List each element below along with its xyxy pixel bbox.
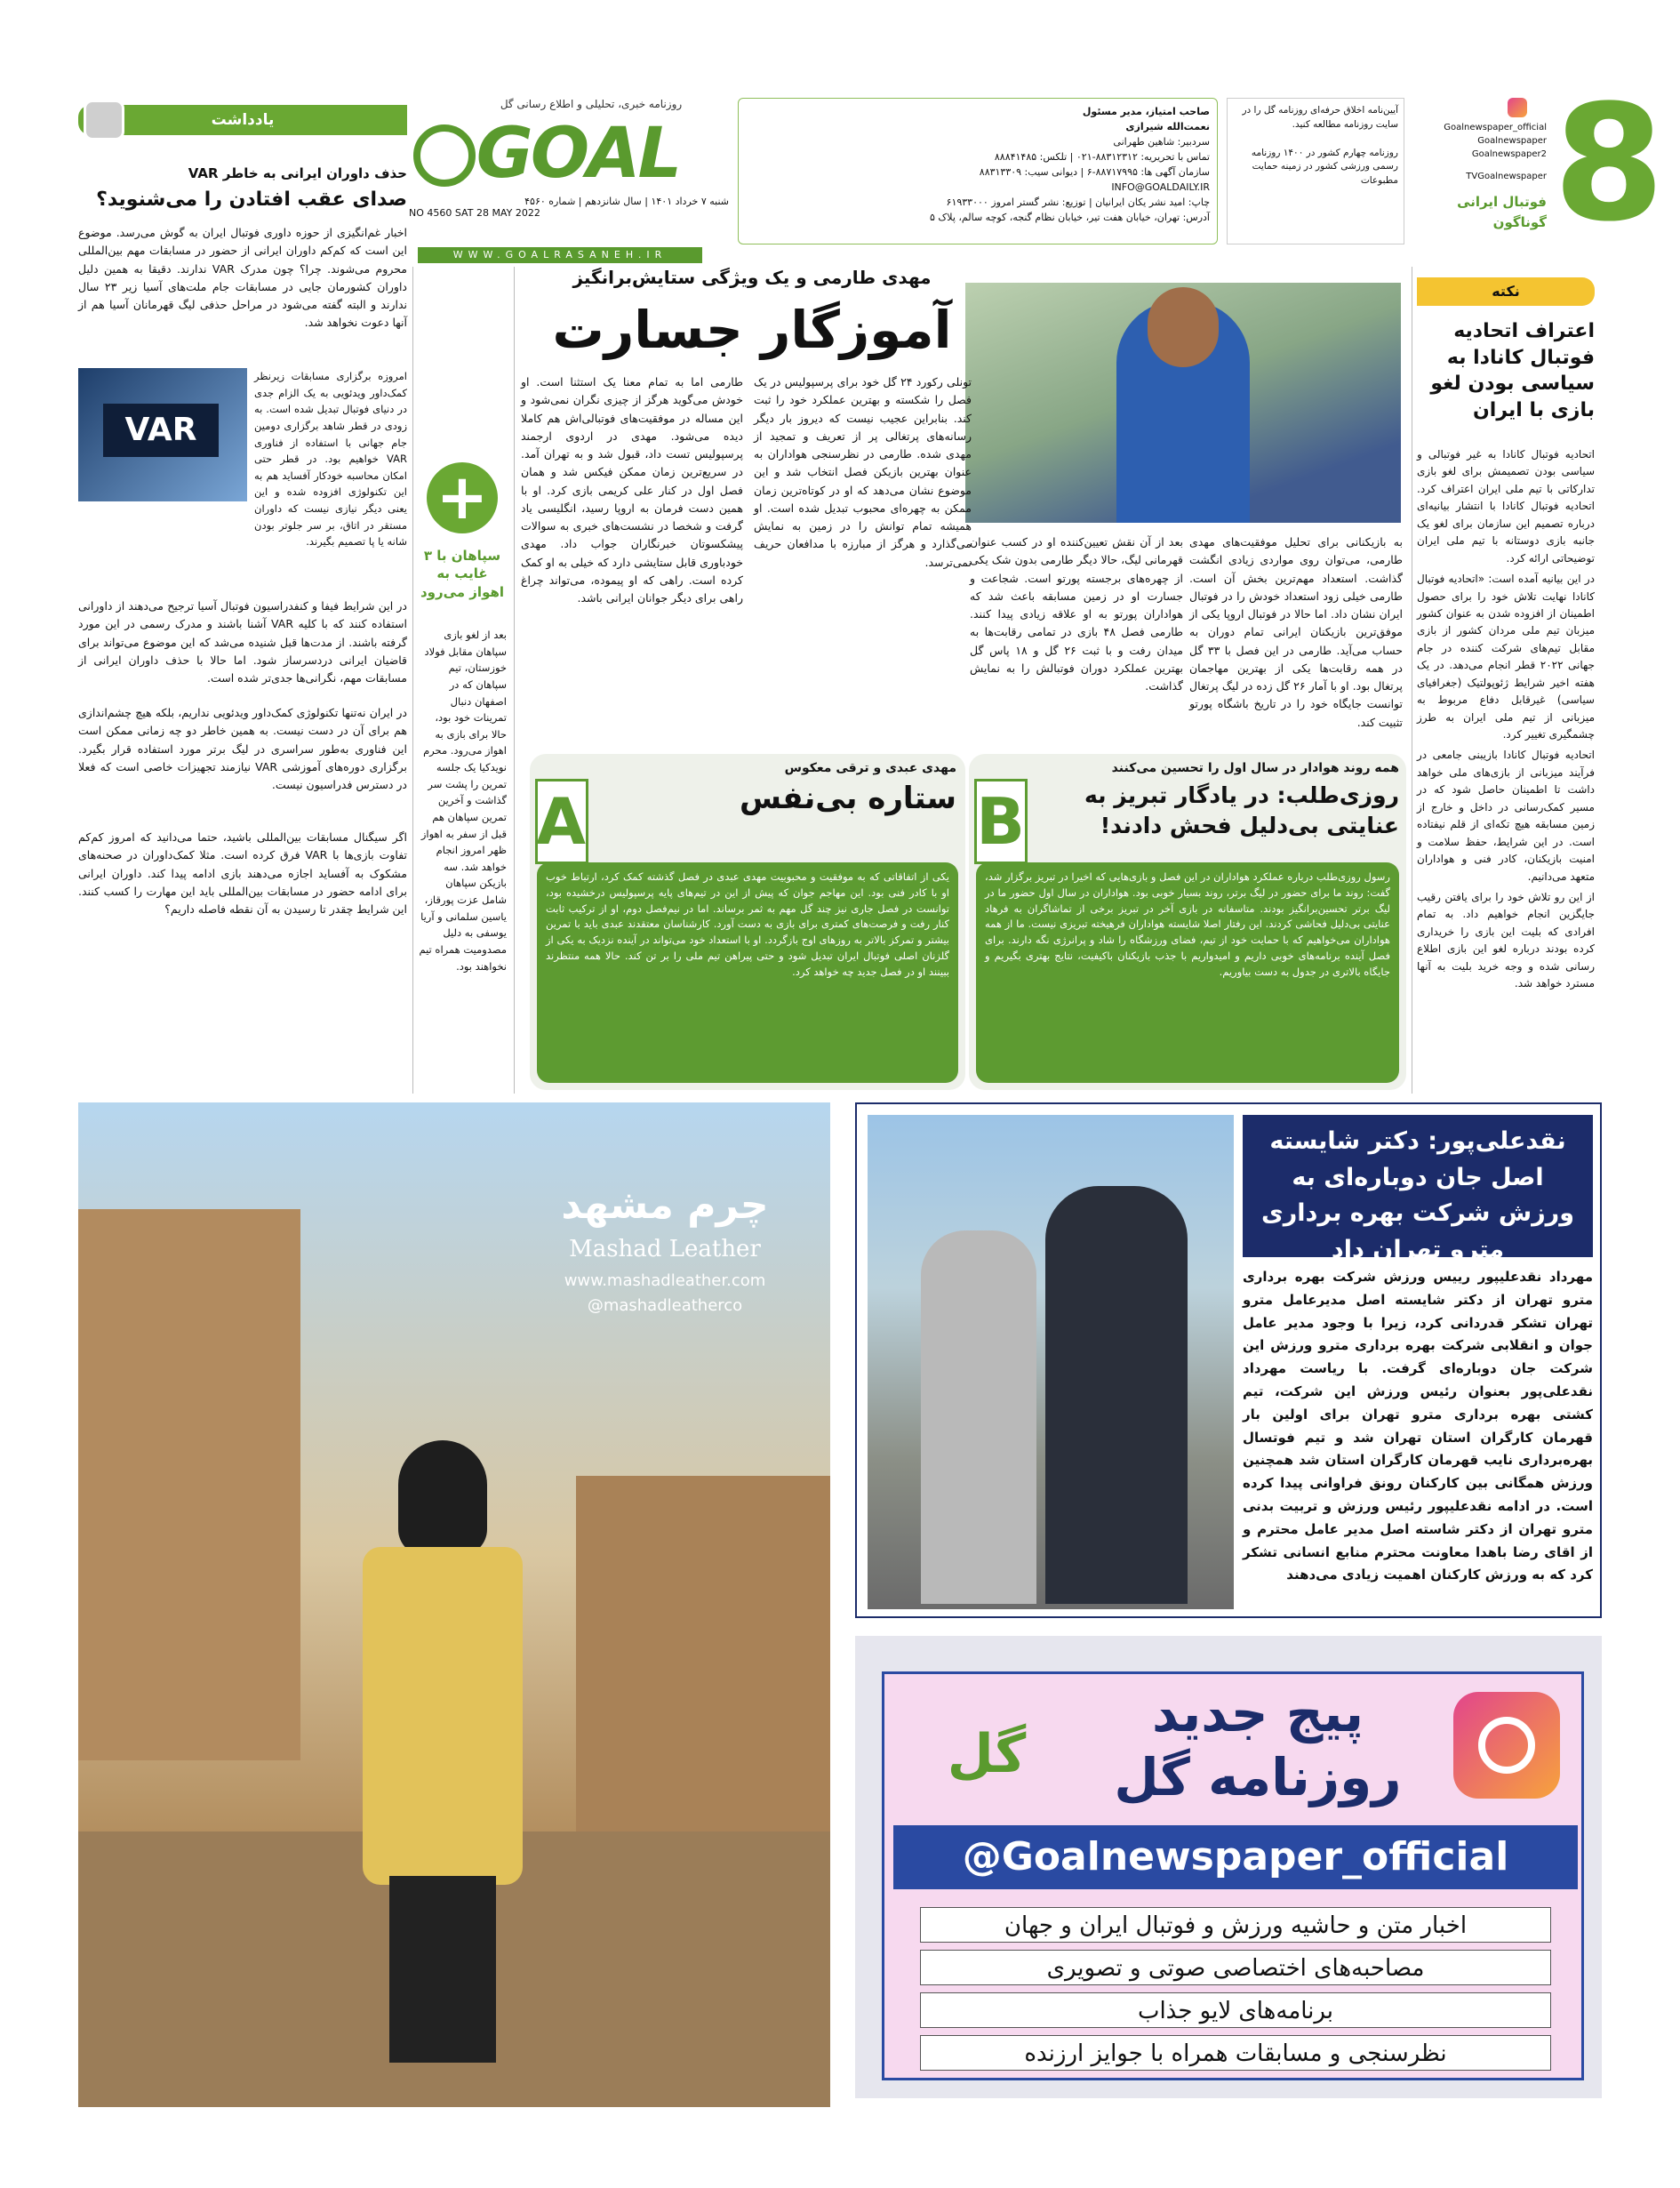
social-box [1413, 98, 1547, 244]
story-a [530, 754, 965, 1090]
leather-url[interactable]: www.mashadleather.com [564, 1271, 766, 1290]
leather-insta[interactable]: @mashadleatherco [587, 1296, 743, 1315]
phones: تماس با تحریریه: ۸۸۳۱۲۳۱۲-۰۲۱ | تلکس: ۸۸۸۴۱۴۸۵ [994, 151, 1210, 164]
notice-box [1227, 98, 1404, 244]
story-b-title: روزی‌طلب: در یادگار تبریز به عنایتی بی‌دلیل فحش دادند! [1084, 782, 1399, 838]
divider [514, 267, 515, 1094]
note-p2: در این بیانیه آمده است: «اتحادیه فوتبال کانادا نهایت تلاش خود را برای حصول اطمینان از افزوده شدن به عنوان کشور میزبان تیم ملی مردان کشور از بازی مقابل تیم‌های شرکت کننده در جام جهانی ۲۰۲۲ قطر انجام می‌دهد. در یک هفته اخیر شرایط ژئوپولتیک (جغرافیای سیاسی) غیرقابل دفاع مربوط به میزبانی از تیم ملی ایران به طرز چشمگیری تغییر کرد. [1417, 573, 1595, 741]
main-kicker: مهدی طارمی و یک ویژگی ستایش‌برانگیز [572, 267, 932, 288]
instagram-logo-icon [1453, 1692, 1560, 1799]
building-right [576, 1476, 830, 1831]
main-body-2: بعد از آن نقش تعیین‌کننده او در کسب عنوان قهرمانی لیگ، حالا دیگر طارمی بدون شک یکی از چهره‌های برجسته پورتو است. شجاعت و جسارت او در زمین مسابقه باعث شد که هواداران پورتو به او علاقه زیادی پیدا کنند. طارمی فصل ۴۸ بازی در تمامی رقابت‌ها به میدان رفت و با ثبت ۲۶ گل و ۱۸ پاس گل بهترین عملکرد دوران فوتبالش را به نمایش گذاشت. [970, 535, 1184, 693]
instagram-icon[interactable] [1508, 98, 1527, 117]
story-a-title: ستاره بی‌نفس [739, 781, 956, 816]
section-label: فوتبال ایرانی [1457, 194, 1547, 210]
insta-panel [882, 1671, 1584, 2080]
var-photo [78, 368, 247, 501]
email-link[interactable]: INFO@GOALDAILY.IR [1111, 181, 1210, 194]
column-p5: اگر سیگنال مسابقات بین‌المللی باشید، حتما می‌دانید که امروز کم‌کم تفاوت بازی‌ها با VAR فرق کرده است. مثلا کمک‌داوران در صحنه‌های مشکوک به آفساید اجازه می‌دهند بازی ادامه پیدا کند. داوران ایرانی برای ادامه حضور در مسابقات بین‌المللی باید این مهارت را کسب کنند. این شرایط چقدر تا رسیدن به آن نقطه فاصله داریم؟ [78, 830, 407, 916]
story-a-body: یکی از اتفاقاتی که به موفقیت و محبوبیت مهدی عبدی در فصل گذشته کمک کرد، ارتباط خوب او با کادر فنی بود. این مهاجم جوان که پیش از این در تیم‌های پایه پرسپولیس درخشیده بود، توانست در فصل جاری نیز چند گل مهم به ثمر برساند. اما در نیم‌فصل دوم، او از ترکیب ثابت کنار رفت و فرصت‌های کمتری برای بازی به دست آورد. کارشناسان معتقدند عبدی باید با تمرین بیشتر و تمرکز بالاتر به روزهای اوج بازگردد. او با استعداد خود می‌تواند در آینده نزدیک به یکی از گلزنان اصلی فوتبال ایران تبدیل شود و حتی پیراهن تیم ملی را بر تن کند. حالا همه منتظرند ببینند او در فصل جدید چه خواهد کرد. [537, 862, 958, 1083]
insta-handle-1[interactable]: Goalnewspaper_official [1444, 123, 1547, 132]
model-figure [345, 1440, 540, 2063]
editor-name: سردبیر: شاهین طهرانی [1113, 136, 1210, 148]
logo-tagline: روزنامه خبری، تحلیلی و اطلاع رسانی گل [500, 98, 683, 110]
issue-date-fa: شنبه ۷ خرداد ۱۴۰۱ | سال شانزدهم | شماره ۴۵۶۰ [524, 196, 729, 207]
address: آدرس: تهران، خیابان هفت تیر، خیابان نظام گنجه، کوچه سالم، پلاک ۵ [930, 212, 1210, 224]
logo-wordmark: GOAL [476, 114, 680, 194]
site-banner: WWW.GOALRASANEH.IR [418, 247, 702, 263]
owner-label: صاحب امتیاز، مدیر مسئول [1082, 106, 1210, 117]
column-author-photo [84, 100, 124, 140]
insta-line-4: نظرسنجی و مسابقات همراه با جوایز ارزنده [920, 2035, 1551, 2071]
var-screen: VAR [103, 404, 219, 457]
leather-brand-en: Mashad Leather [569, 1236, 761, 1262]
model-vest [363, 1547, 523, 1885]
note-section [1417, 277, 1595, 1095]
insta-handle-2[interactable]: Goalnewspaper [1477, 136, 1547, 146]
note-tab: نکته [1417, 277, 1595, 306]
main-title: آموزگار جسارت [552, 300, 952, 360]
column-kicker: حذف داوران ایرانی به خاطر VAR [188, 165, 407, 181]
insta-lens [1478, 1717, 1535, 1774]
insta-line-2: مصاحبه‌های اختصاصی صوتی و تصویری [920, 1950, 1551, 1985]
owner-name: نعمت‌الله شیرازی [1125, 121, 1210, 133]
taremi-photo [965, 283, 1401, 523]
info-box [738, 98, 1218, 244]
building-left [78, 1209, 300, 1760]
note-title: اعتراف اتحادیه فوتبال کانادا به سیاسی بودن لغو بازی با ایران [1430, 320, 1595, 422]
leather-brand: چرم مشهد [561, 1182, 769, 1228]
model-legs [389, 1876, 496, 2063]
column-title: صدای عقب افتادن را می‌شنوید؟ [96, 188, 407, 211]
column-p4: در ایران نه‌تنها تکنولوژی کمک‌داور ویدئویی نداریم، بلکه هیچ چشم‌اندازی هم برای آن در دست نیست. به همین خاطر دو چه زمانی ممکن است این فناوری به‌طور سراسری در لیگ برتر مورد استفاده قرار بگیرد. برگزاری دوره‌های آموزشی VAR نیازمند تجهیزات خاصی است که فعلا در دسترس فدراسیون نیست. [78, 706, 407, 791]
logo-ball-icon [413, 124, 476, 187]
story-b-body: رسول روزی‌طلب درباره عملکرد هواداران در این فصل و بازی‌هایی که اخیرا در تبریز برگزار شد، گفت: روند ما برای حضور در لیگ برتر، روند بسیار خوبی بود. هواداران در سال اول حضور ما در لیگ برتر تحسین‌برانگیز بودند. متاسفانه در بازی آخر در تبریز برخی از تماشاگران به فرهاد عنایتی بی‌دلیل فحاشی کردند. این رفتار اصلا شایسته هواداران فرهیخته تبریزی نیست. ما از همه هواداران می‌خواهیم که با حمایت خود از تیم، فضای ورزشگاه را شاد و پرانرژی نگه دارند. برای فصل آینده برنامه‌های خوبی داریم و امیدواریم با جذب بازیکنان باکیفیت، نتایج بهتری بگیریم و جایگاه بالاتری در جدول به دست بیاوریم. [976, 862, 1399, 1083]
note-body [1417, 446, 1595, 997]
ads-phones: سازمان آگهی ها: ۸۸۷۱۷۹۹۵-۶ | دیوانی سیب: ۸۸۳۱۳۳۰۹ [979, 166, 1210, 179]
tv-handle[interactable]: TVGoalnewspaper [1466, 172, 1547, 181]
main-body-1: به بازیکنانی برای تحلیل موفقیت‌های مهدی طارمی، می‌توان روی مواردی زیادی انگشت گذاشت. استعداد مهم‌ترین بخش آن است. طارمی خیلی زود استعداد خودش را در فوتبال ایران نشان داد. اما حالا در فوتبال اروپا یکی از موفق‌ترین بازیکنان ایرانی تمام دوران به حساب می‌آید. طارمی در این فصل با ۳۳ گل در همه رقابت‌ها یکی از بهترین مهاجمان پرتغال بود. او با آمار ۲۶ گل زده در لیگ پرتغال توانست جایگاه خود را در تاریخ باشگاه پورتو تثبیت کند. [1189, 535, 1403, 729]
story-a-letter: A [535, 779, 588, 864]
section-label-2: گوناگون [1492, 213, 1547, 230]
column-section [78, 100, 407, 1095]
player-head [1148, 287, 1219, 367]
isfahan-brief [418, 462, 507, 1094]
issue-date [409, 196, 729, 219]
issue-date-en: NO 4560 SAT 28 MAY 2022 [409, 207, 540, 219]
insta-handle-3[interactable]: Goalnewspaper2 [1471, 149, 1547, 159]
leather-ad [78, 1102, 830, 2107]
main-body-3: تونلی رکورد ۲۴ گل خود برای پرسپولیس در یک فصل را شکسته و بهترین عملکرد خود را ثبت کند. بنابراین عجیب نیست که دیروز بار دیگر رسانه‌های پرتغالی پر از تعریف و تمجید از مهدی شده. طارمی در نظرسنجی هواداران به عنوان بهترین بازیکن فصل انتخاب شد و این موضوع نشان می‌دهد که او در کوتاه‌ترین زمان ممکن به چهره‌ای محبوب تبدیل شده است. او همیشه تمام توانش را در زمین به نمایش می‌گذارد و هرگز از مبارزه با مدافعان حریف نمی‌ترسد. [754, 375, 972, 569]
note-p1: اتحادیه فوتبال کانادا به غیر فوتبالی و سیاسی بودن تصمیمش برای لغو بازی تدارکاتی با تیم ملی ایران اعتراف کرد. اتحادیه فوتبال کانادا با انتشار بیانیه‌ای درباره تصمیم این سازمان برای لغو یک جانبه بازی دوستانه با تیم ملی ایران توضیحاتی ارائه کرد. [1417, 448, 1595, 565]
story-b-kicker: همه روند هوادار در سال اول را تحسین می‌کنند [1111, 761, 1399, 775]
story-b [969, 754, 1406, 1090]
main-story [521, 267, 1406, 751]
column-p2: امروزه برگزاری مسابقات زیرنظر کمک‌داور ویدئویی به یک الزام جدی در دنیای فوتبال تبدیل شده است. به زودی در قطر شاهد برگزاری دومین جام جهانی با استفاده از فناوری VAR خواهیم بود. در قطر حتی امکان محاسبه خودکار آفساید هم به این تکنولوژی افزوده شده و این یعنی دیگر نیازی نیست که داوران مستقر در اتاق، بر سر جلوتر بودن شانه یا پا تصمیم بگیرند. [254, 370, 407, 549]
note-p4: از این رو تلاش خود را برای یافتن رقیب جایگزین انجام خواهیم داد. به تمام افرادی که بلیت این بازی را خریداری کرده بودند درباره لغو این بازی اطلاع رسانی شده و وجه خرید بلیت به آنها مسترد خواهد شد. [1417, 890, 1595, 990]
insta-title-1: پیج جدید [1151, 1683, 1364, 1743]
instagram-ad [855, 1636, 1602, 2098]
page-number: 8 [1553, 71, 1665, 257]
man-right [1045, 1186, 1188, 1604]
story-a-kicker: مهدی عبدی و ترقی معکوس [784, 761, 956, 775]
insta-goal-logo: گل [947, 1723, 1027, 1785]
isfahan-body: بعد از لغو بازی سپاهان مقابل فولاد خوزستان، تیم سپاهان که در اصفهان دنبال تمرینات خود بود، حالا برای بازی به اهواز می‌رود. محرم نویدکیا یک جلسه تمرین را پشت سر گذاشت و آخرین تمرین سپاهان هم قبل از سفر به اهواز ظهر امروز انجام خواهد شد. سه بازیکن سپاهان شامل عزت پورقاز، یاسین سلمانی و آریا یوسفی به دلیل مصدومیت همراه تیم نخواهند بود. [419, 629, 507, 973]
note-p3: اتحادیه فوتبال کانادا بازیبنی جامعی در فرآیند میزبانی از بازی‌های ملی خواهد داشت تا اطمینان حاصل شود که در مسیر کمک‌رسانی در داخل و خارج از زمین مسابقه هیچ تکه‌ای از قلم نیفتاده است. در این شرایط، حفظ سلامت و امنیت بازیکنان، کادر فنی و هواداران متعهد می‌دانیم. [1417, 749, 1595, 883]
man-left [921, 1230, 1036, 1604]
insta-handle[interactable]: @Goalnewspaper_official [893, 1825, 1578, 1889]
metro-ad [855, 1102, 1602, 1618]
divider [412, 267, 413, 1094]
model-head [398, 1440, 487, 1556]
main-body-4: طارمی اما به تمام معنا یک استثنا است. او خودش می‌گوید هرگز از چیزی نگران نمی‌شود و این مساله در موفقیت‌های فوتبالی‌اش هم کاملا دیده می‌شود. مهدی در اردوی ارجمند پرسپولیس تست داد، قبول شد و به تهران آمد. در سریع‌ترین زمان ممکن فیکس شد و همان فصل اول در کنار علی کریمی بازی کرد. او با همین دست فرمان به اروپا رسید، انگلیسی یاد گرفت و شخصا در نشست‌های خبری به سوالات پیشکسوتان خبرنگاران جواب داد. مهدی خودباوری قابل ستایشی دارد که خیلی به او کمک کرده است. راهی که او پیموده، می‌تواند چراغ راهی برای دیگر جوانان ایرانی باشد. [521, 375, 743, 605]
insta-line-3: برنامه‌های لایو جذاب [920, 1992, 1551, 2028]
isfahan-title: سپاهان با ۳ غایب به اهواز می‌رود [420, 548, 505, 600]
metro-body: مهرداد نقدعلیپور رییس ورزش شرکت بهره برداری مترو تهران از دکتر شایسته اصل مدیرعامل مترو تهران تشکر قدردانی کرد، زیرا با وجود مدیر عامل جوان و انقلابی شرکت بهره برداری مترو ورزش این شرکت جان دوباره‌ای گرفت. با ریاست مهرداد نقدعلی‌پور بعنوان رئیس ورزش این شرکت، تیم کشتی بهره برداری مترو تهران برای اولین بار قهرمان کارگران استان تهران شد و تیم فوتسال بهره‌برداری نایب قهرمان کارگران استان شد همچنین ورزش همگانی بین کارکنان رونق فراوانی پیدا کرده است. در ادامه نقدعلیپور رئیس ورزش و تربیت بدنی مترو تهران از دکتر شاسته اصل مدیر عامل محترم و از اقای رضا باهدا معاونت محترم منابع انسانی تشکر کرد که به ورزش کارکنان اهمیت زیادی می‌دهند [1243, 1269, 1593, 1583]
column-p3: در این شرایط فیفا و کنفدراسیون فوتبال آسیا ترجیح می‌دهند از داورانی استفاده کنند که با کلیه VAR آشنا باشند و مدرک رسمی در این مورد گرفته باشند. از مدت‌ها قبل شنیده می‌شد که این موضوع می‌تواند برای قاضیان ایرانی دردسرساز شود. اما حالا با حذف داوران ایرانی از مسابقات مهم، نگرانی‌ها جدی‌تر شده است. [78, 599, 407, 685]
insta-line-1: اخبار متن و حاشیه ورزش و فوتبال ایران و جهان [920, 1907, 1551, 1943]
story-b-letter: B [974, 779, 1028, 864]
notice-rank: روزنامه چهارم کشور در ۱۴۰۰ روزنامه رسمی ورزشی کشور در زمینه حمایت مطبوعات [1251, 147, 1398, 186]
column-tab: یادداشت [78, 105, 407, 135]
metro-title: نقدعلی‌پور: دکتر شایسته اصل جان دوباره‌ای به ورزش شرکت بهره برداری مترو تهران داد [1243, 1115, 1593, 1257]
column-p1: اخبار غم‌انگیزی از حوزه داوری فوتبال ایران به گوش می‌رسد. موضوع این است که کم‌کم داوران ایرانی از حضور در مسابقات مهم بین‌المللی محروم می‌شوند. چرا؟ چون مدرک VAR ندارند. دقیقا به همین دلیل داوران کشورمان جایی در مسابقات جام ملت‌های آسیا زیر ۲۳ سال ندارند و البته گفته می‌شود در مراحل حذفی لیگ قهرمانان آسیا هم از آنها دعوت نخواهد شد. [78, 226, 407, 330]
print-info: چاپ: امید نشر یکان ایرانیان | توزیع: نشر گستر امروز ۶۱۹۳۳۰۰۰ [946, 196, 1210, 209]
insta-title-2: روزنامه گل [1114, 1747, 1402, 1807]
notice-ethics: آیین‌نامه اخلاق حرفه‌ای روزنامه گل را در سایت روزنامه مطالعه کنید. [1242, 105, 1398, 130]
plus-icon: + [427, 462, 498, 533]
metro-photo [868, 1115, 1234, 1609]
